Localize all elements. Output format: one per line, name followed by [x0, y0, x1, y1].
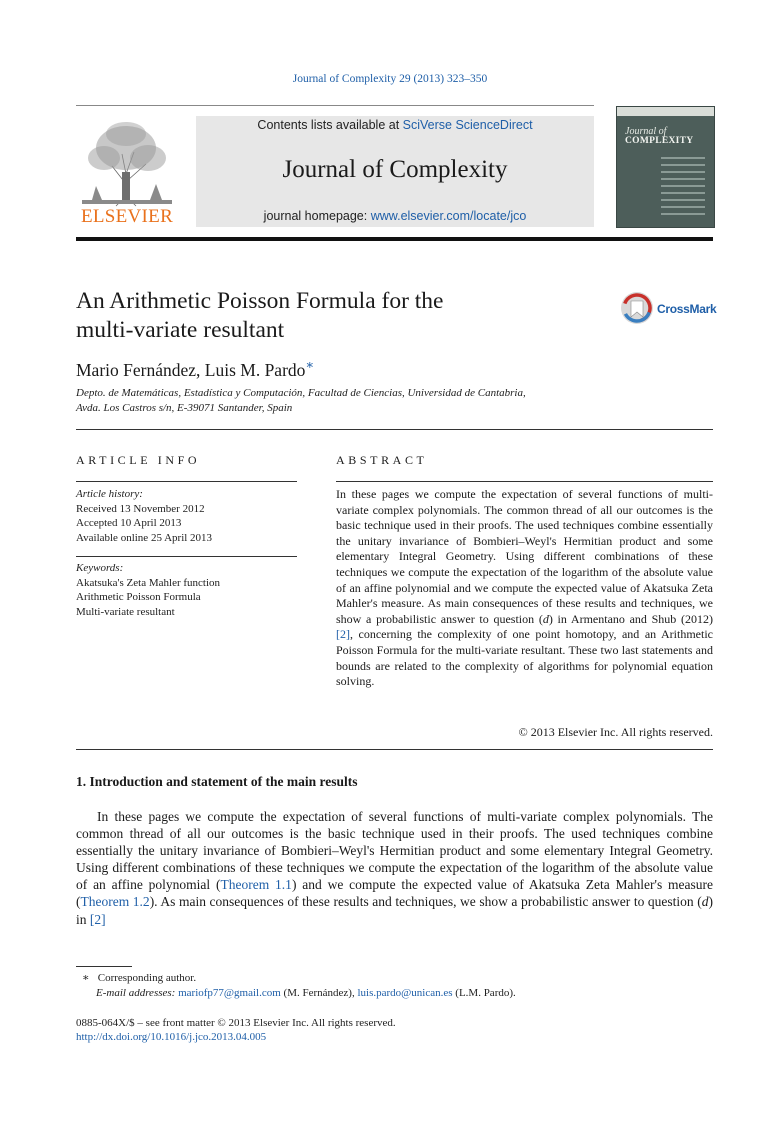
contents-availability: Contents lists available at SciVerse ScienceDirect: [257, 118, 533, 132]
footnote-emails: E-mail addresses: mariofp77@gmail.com (M. Fernández), luis.pardo@unican.es (L.M. Pardo).: [96, 987, 516, 999]
keywords: Keywords: Akatsuka's Zeta Mahler function Arithmetic Poisson Formula Multi-variate resultant: [76, 562, 221, 618]
cover-contents-lines: [661, 157, 705, 220]
journal-title: Journal of Complexity: [282, 156, 508, 183]
theorem-link[interactable]: Theorem 1.2: [80, 894, 150, 910]
cover-title-line2: COMPLEXITY: [625, 136, 694, 146]
theorem-link[interactable]: Theorem 1.1: [220, 877, 292, 893]
header-bottom-rule: [76, 237, 713, 241]
affiliation: Depto. de Matemáticas, Estadística y Computación, Facultad de Ciencias, Universidad de Cantabria, Avda. Los Castros s/n, E-39071 Santander, Spain: [76, 387, 526, 414]
article-title: An Arithmetic Poisson Formula for the multi-variate resultant: [76, 288, 444, 343]
footnote-rule: [76, 966, 132, 967]
article-history: Article history: Received 13 November 2012 Accepted 10 April 2013 Available online 25 April 2013: [76, 488, 213, 544]
cover-band: [617, 107, 714, 116]
keyword: Multi-variate resultant: [76, 605, 175, 618]
divider: [76, 429, 713, 430]
sciencedirect-link[interactable]: SciVerse ScienceDirect: [402, 118, 533, 132]
cover-title-line1: Journal of: [625, 126, 667, 137]
reference-link[interactable]: [2]: [89, 911, 106, 927]
online-date: Available online 25 April 2013: [76, 531, 213, 544]
authors: Mario Fernández, Luis M. Pardo∗: [76, 357, 315, 380]
homepage-link[interactable]: www.elsevier.com/locate/jco: [370, 209, 527, 223]
header-top-rule: [76, 105, 594, 106]
publisher-name: ELSEVIER: [80, 206, 174, 227]
journal-cover[interactable]: [616, 106, 715, 228]
reference-link[interactable]: [2]: [336, 627, 350, 642]
corresponding-author-marker[interactable]: ∗: [305, 357, 315, 372]
section-heading: 1. Introduction and statement of the main results: [76, 774, 358, 789]
received-date: Received 13 November 2012: [76, 502, 205, 515]
divider: [336, 481, 713, 482]
divider: [76, 749, 713, 750]
abstract-heading: ABSTRACT: [336, 453, 428, 467]
intro-paragraph: In these pages we compute the expectation of several functions of multi-variate complex polynomials. The common thread of all our outcomes is the basic technique used in their proofs. The used techniques combine essentially the unitary invariance of Bombieri–Weyl's Hermitian product and some elementary Integral Geometry. Using different combinations of these techniques we compute the expectation of the logarithm of the absolute value of an affine polynomial (Theorem 1.1) and we compute the expected value of Akatsuka Zeta Mahler's measure (Theorem 1.2). As main consequences of these results and techniques, we show a probabilistic answer to question (d) in [2]: [76, 809, 713, 927]
email-link[interactable]: luis.pardo@unican.es: [357, 987, 453, 999]
doi-link[interactable]: http://dx.doi.org/10.1016/j.jco.2013.04.005: [76, 1031, 267, 1043]
article-info-heading: ARTICLE INFO: [76, 453, 201, 467]
abstract-copyright: © 2013 Elsevier Inc. All rights reserved.: [518, 725, 713, 739]
journal-reference[interactable]: Journal of Complexity 29 (2013) 323–350: [292, 73, 488, 85]
issn-line: 0885-064X/$ – see front matter © 2013 Elsevier Inc. All rights reserved.: [76, 1017, 396, 1029]
crossmark-label[interactable]: CrossMark: [657, 302, 717, 316]
divider: [76, 556, 297, 557]
footnote-corresponding: ∗ Corresponding author.: [82, 972, 197, 984]
email-link[interactable]: mariofp77@gmail.com: [178, 987, 281, 999]
crossmark-icon[interactable]: [620, 291, 654, 325]
keyword: Akatsuka's Zeta Mahler function: [76, 576, 221, 589]
divider: [76, 481, 297, 482]
keyword: Arithmetic Poisson Formula: [76, 591, 201, 603]
accepted-date: Accepted 10 April 2013: [76, 517, 182, 529]
abstract-text: In these pages we compute the expectation of several functions of multi-variate complex polynomials. The common thread of all our outcomes is the basic technique used in their proofs. The used techniques combine essentially the unitary invariance of Bombieri–Weyl's Hermitian product and some elementary Integral Geometry. Using different combinations of these techniques we compute the expectation of the logarithm of the absolute value of an affine polynomial and we compute the expected value of Akatsuka Zeta Mahler's measure. As main consequences of these results and techniques, we show a probabilistic answer to question (d) in Armentano and Shub (2012) [2], concerning the complexity of one point homotopy, and an Arithmetic Poisson Formula for the multi-variate resultant. These two last statements and bounds are related to the complexity of algorithms for polynomial equation solving.: [336, 487, 713, 689]
journal-homepage: journal homepage: www.elsevier.com/locate/jco: [263, 209, 527, 223]
